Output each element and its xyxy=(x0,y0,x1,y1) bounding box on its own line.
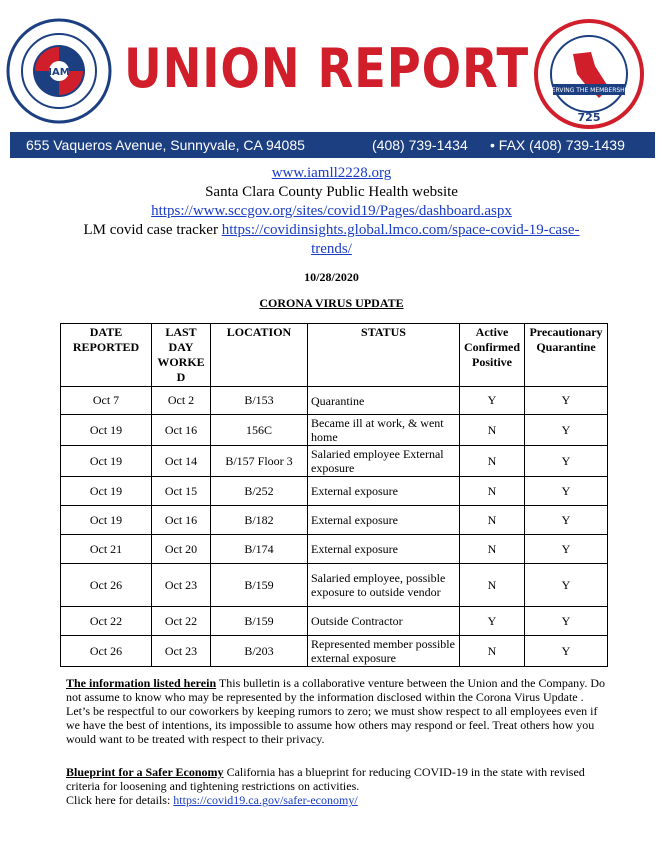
table-row xyxy=(61,636,608,667)
safer-economy-link[interactable]: https://covid19.ca.gov/safer-economy/ xyxy=(173,793,358,807)
table-row xyxy=(61,564,608,607)
date-reported-cell: Oct 19 xyxy=(61,415,152,446)
bulletin-date: 10/28/2020 xyxy=(304,270,359,284)
phone-text: (408) 739-1434 xyxy=(372,137,468,153)
last-day-cell: Oct 15 xyxy=(152,477,211,506)
iam-union-seal xyxy=(6,18,112,124)
union-website-link[interactable]: www.iamll2228.org xyxy=(271,165,392,181)
location-cell: B/252 xyxy=(211,477,308,506)
status-cell: Outside Contractor xyxy=(308,607,460,636)
details-label: Click here for details: xyxy=(66,793,174,807)
active-positive-cell: Y xyxy=(460,607,525,636)
seal-number: 725 xyxy=(577,111,601,124)
date-reported-cell: Oct 26 xyxy=(61,564,152,607)
info-heading: The information listed herein xyxy=(66,676,217,690)
last-day-cell: Oct 20 xyxy=(152,535,211,564)
lm-tracker-label: LM covid case tracker xyxy=(83,222,222,238)
active-positive-cell: N xyxy=(460,415,525,446)
status-cell: External exposure xyxy=(308,477,460,506)
blueprint-paragraph xyxy=(66,765,606,807)
precautionary-cell: Y xyxy=(525,607,608,636)
table-row xyxy=(61,477,608,506)
location-cell: B/157 Floor 3 xyxy=(211,446,308,477)
active-positive-cell: N xyxy=(460,477,525,506)
cases-table xyxy=(60,323,608,667)
col-date-reported: DATE REPORTED xyxy=(61,324,152,387)
precautionary-cell: Y xyxy=(525,387,608,415)
col-location: LOCATION xyxy=(211,324,308,387)
date-reported-cell: Oct 19 xyxy=(61,506,152,535)
precautionary-cell: Y xyxy=(525,636,608,667)
table-row xyxy=(61,607,608,636)
fax-text: • FAX (408) 739-1439 xyxy=(490,137,625,153)
date-reported-cell: Oct 19 xyxy=(61,477,152,506)
address-text: 655 Vaqueros Avenue, Sunnyvale, CA 94085 xyxy=(26,137,305,153)
location-cell: B/159 xyxy=(211,607,308,636)
county-dashboard-link[interactable]: https://www.sccgov.org/sites/covid19/Pages/dashboard.aspx xyxy=(151,203,512,219)
address-bar xyxy=(10,132,655,158)
precautionary-cell: Y xyxy=(525,415,608,446)
precautionary-cell: Y xyxy=(525,506,608,535)
precautionary-cell: Y xyxy=(525,535,608,564)
blueprint-text: California has a blueprint for reducing COVID-19 in the state with revised criteria for loosening and tightening restrictions on activities. xyxy=(66,765,585,793)
blueprint-heading: Blueprint for a Safer Economy xyxy=(66,765,224,779)
lm-tracker-link[interactable]: https://covidinsights.global.lmco.com/space-covid-19-case- xyxy=(221,222,580,238)
location-cell: 156C xyxy=(211,415,308,446)
active-positive-cell: Y xyxy=(460,387,525,415)
col-status: STATUS xyxy=(308,324,460,387)
status-cell: Salaried employee, possible exposure to outside vendor xyxy=(308,564,460,607)
status-cell: Quarantine xyxy=(308,387,460,415)
table-body xyxy=(61,387,608,667)
col-last-day-worked: LAST DAY WORKE D xyxy=(152,324,211,387)
table-row xyxy=(61,415,608,446)
status-cell: Became ill at work, & went home xyxy=(308,415,460,446)
date-reported-cell: Oct 26 xyxy=(61,636,152,667)
last-day-cell: Oct 23 xyxy=(152,564,211,607)
location-cell: B/203 xyxy=(211,636,308,667)
last-day-cell: Oct 23 xyxy=(152,636,211,667)
seal-band-text: SERVING THE MEMBERSHIP xyxy=(547,87,631,94)
col-precautionary-quarantine: Precautionary Quarantine xyxy=(525,324,608,387)
table-row xyxy=(61,535,608,564)
col-active-positive: Active Confirmed Positive xyxy=(460,324,525,387)
last-day-cell: Oct 22 xyxy=(152,607,211,636)
district-lodge-seal xyxy=(533,18,645,130)
info-paragraph xyxy=(66,676,606,746)
last-day-cell: Oct 16 xyxy=(152,506,211,535)
status-cell: External exposure xyxy=(308,506,460,535)
active-positive-cell: N xyxy=(460,535,525,564)
newsletter-title: UNION REPORT xyxy=(124,37,530,100)
active-positive-cell: N xyxy=(460,564,525,607)
location-cell: B/153 xyxy=(211,387,308,415)
status-cell: Salaried employee External exposure xyxy=(308,446,460,477)
active-positive-cell: N xyxy=(460,636,525,667)
status-cell: Represented member possible external exposure xyxy=(308,636,460,667)
letterhead xyxy=(0,0,663,160)
last-day-cell: Oct 14 xyxy=(152,446,211,477)
location-cell: B/159 xyxy=(211,564,308,607)
lm-tracker-link-cont[interactable]: trends/ xyxy=(311,241,352,257)
status-cell: External exposure xyxy=(308,535,460,564)
section-title: CORONA VIRUS UPDATE xyxy=(259,296,404,310)
date-reported-cell: Oct 19 xyxy=(61,446,152,477)
resource-links xyxy=(0,164,663,259)
seal-initials: IAM xyxy=(48,67,70,78)
table-header-row xyxy=(61,324,608,387)
date-reported-cell: Oct 21 xyxy=(61,535,152,564)
last-day-cell: Oct 16 xyxy=(152,415,211,446)
last-day-cell: Oct 2 xyxy=(152,387,211,415)
county-label: Santa Clara County Public Health website xyxy=(205,184,458,200)
active-positive-cell: N xyxy=(460,506,525,535)
location-cell: B/174 xyxy=(211,535,308,564)
precautionary-cell: Y xyxy=(525,564,608,607)
location-cell: B/182 xyxy=(211,506,308,535)
table-row xyxy=(61,446,608,477)
date-reported-cell: Oct 7 xyxy=(61,387,152,415)
precautionary-cell: Y xyxy=(525,446,608,477)
table-row xyxy=(61,506,608,535)
info-text: This bulletin is a collaborative venture between the Union and the Company. Do not assume to know who may be represented by the information disclosed within the Corona Virus Update . Let’s be respectful to our coworkers by keeping rumors to zero; we must show respect to all employees even if we have the best of intentions, its impossible to assume how others may respond or feel. Treat others how you would want to be treated with respect to their privacy. xyxy=(66,676,606,746)
table-row xyxy=(61,387,608,415)
active-positive-cell: N xyxy=(460,446,525,477)
date-reported-cell: Oct 22 xyxy=(61,607,152,636)
precautionary-cell: Y xyxy=(525,477,608,506)
